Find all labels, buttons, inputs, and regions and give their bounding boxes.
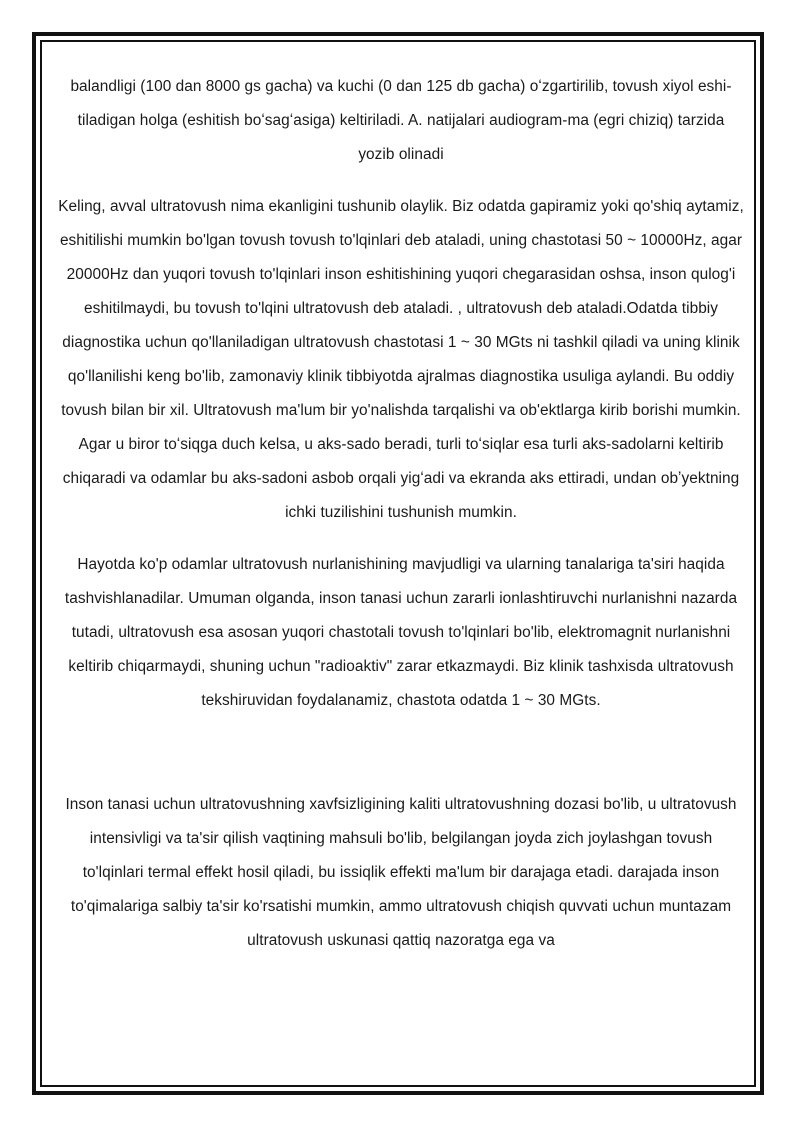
paragraph-ultrasound-definition: Keling, avval ultratovush nima ekanligini tushunib olaylik. Biz odatda gapiramiz yoki qo'shiq aytamiz, eshitilishi mumkin bo'lgan tovush tovush to'lqinlari deb ataladi, uning chastotasi 50 ~ 10000Hz, agar 20000Hz dan yuqori tovush to'lqinlari inson eshitishining yuqori chegarasidan oshsa, inson qulog'i eshitilmaydi, bu tovush to'lqini ultratovush deb ataladi. , ultratovush deb ataladi.Odatda tibbiy diagnostika uchun qo'llaniladigan ultratovush chastotasi 1 ~ 30 MGts ni tashkil qiladi va uning klinik qo'llanilishi keng bo'lib, zamonaviy klinik tibbiyotda ajralmas diagnostika usuliga aylandi. Bu oddiy tovush bilan bir xil. Ultratovush ma'lum bir yo'nalishda tarqalishi va ob'ektlarga kirib borishi mumkin. Agar u biror toʻsiqga duch kelsa, u aks-sado beradi, turli toʻsiqlar esa turli aks-sadolarni keltirib chiqaradi va odamlar bu aks-sadoni asbob orqali yigʻadi va ekranda aks ettiradi, undan obʼyektning ichki tuzilishini tushunish mumkin. [58,198,744,521]
document-body [58,70,744,1070]
paragraph-ultrasound-safety: Inson tanasi uchun ultratovushning xavfsizligining kaliti ultratovushning dozasi bo'lib, u ultratovush intensivligi va ta'sir qilish vaqtining mahsuli bo'lib, belgilangan joyda zich joylashgan tovush to'lqinlari termal effekt hosil qiladi, bu issiqlik effekti ma'lum bir darajaga etadi. darajada inson to'qimalariga salbiy ta'sir ko'rsatishi mumkin, ammo ultratovush chiqish quvvati uchun muntazam ultratovush uskunasi qattiq nazoratga ega va [65,796,737,949]
paragraph-gap [58,736,744,788]
paragraph-audiometry: balandligi (100 dan 8000 gs gacha) va kuchi (0 dan 125 db gacha) oʻzgartirilib, tovush xiyol eshi-tiladigan holga (eshitish boʻsagʻasiga) keltiriladi. A. natijalari audiogram-ma (egri chiziq) tarzida yozib olinadi [70,78,732,163]
paragraph-ultrasound-radiation: Hayotda ko'p odamlar ultratovush nurlanishining mavjudligi va ularning tanalariga ta'siri haqida tashvishlanadilar. Umuman olganda, inson tanasi uchun zararli ionlashtiruvchi nurlanishni nazarda tutadi, ultratovush esa asosan yuqori chastotali tovush to'lqinlari bo'lib, elektromagnit nurlanishni keltirib chiqarmaydi, shuning uchun "radioaktiv" zarar etkazmaydi. Biz klinik tashxisda ultratovush tekshiruvidan foydalanamiz, chastota odatda 1 ~ 30 MGts. [64,556,738,709]
